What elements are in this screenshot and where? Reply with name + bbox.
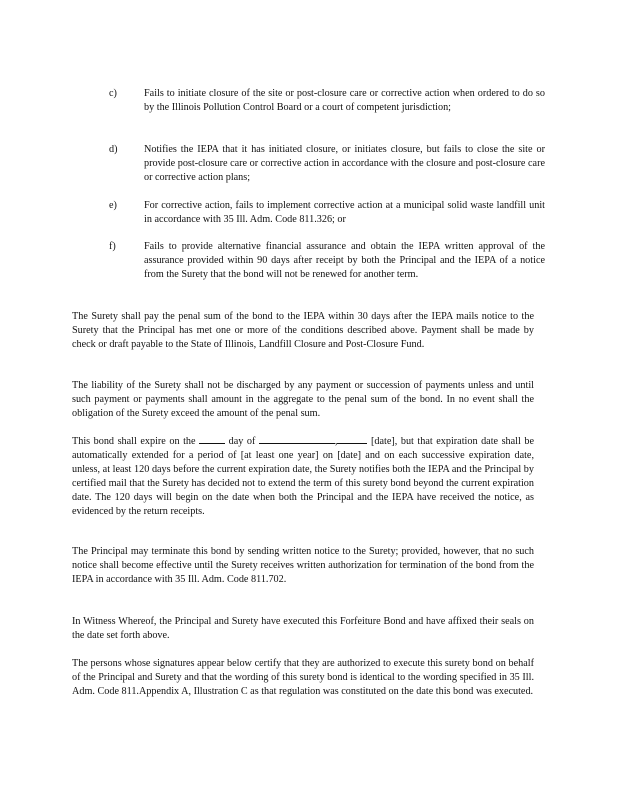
item-letter: f) xyxy=(109,241,116,252)
year-blank xyxy=(337,434,367,444)
month-blank xyxy=(259,434,335,444)
expiration-text-day-of: day of xyxy=(228,436,256,447)
item-text: Notifies the IEPA that it has initiated closure, or initiates closure, but fails to close the site or provide post-closure care or corrective action in accordance with the closure and post-closure care or corrective action plans; xyxy=(144,144,545,183)
signature-certification-paragraph: The persons whose signatures appear below certify that they are authorized to execute this surety bond on behalf of the Principal and Surety and that the wording of this surety bond is identical to the wording specified in 35 Ill. Adm. Code 811.Appendix A, Illustration C as that regulation was constituted on the date this bond was executed. xyxy=(72,658,534,697)
payment-paragraph: The Surety shall pay the penal sum of the bond to the IEPA within 30 days after the IEPA mails notice to the Surety that the Principal has met one or more of the conditions described above. Payment shall be made by check or draft payable to the State of Illinois, Landfill Closure and Post-Closure Fund. xyxy=(72,311,534,350)
termination-paragraph: The Principal may terminate this bond by sending written notice to the Surety; provided, however, that no such notice shall become effective until the Surety receives written authorization for termination of the bond from the IEPA in accordance with 35 Ill. Adm. Code 811.702. xyxy=(72,546,534,585)
item-letter: c) xyxy=(109,88,117,99)
day-blank xyxy=(199,434,225,444)
item-text: For corrective action, fails to implement corrective action at a municipal solid waste landfill unit in accordance with 35 Ill. Adm. Code 811.326; or xyxy=(144,200,545,225)
expiration-text-rest: [date], but that expiration date shall be automatically extended for a period of [at least one year] on [date] and on each successive expiration date, unless, at least 120 days before the current expiration date, the Surety notifies both the IEPA and the Principal by certified mail that the Surety has decided not to extend the term of this surety bond beyond the current expiration date. The 120 days will begin on the date when both the Principal and the IEPA have received the notice, as evidenced by the return receipts. xyxy=(72,436,534,517)
witness-paragraph: In Witness Whereof, the Principal and Surety have executed this Forfeiture Bond and have affixed their seals on the date set forth above. xyxy=(72,616,534,641)
expiration-paragraph xyxy=(72,434,534,519)
item-text: Fails to initiate closure of the site or post-closure care or corrective action when ordered to do so by the Illinois Pollution Control Board or a court of competent jurisdiction; xyxy=(144,88,545,113)
liability-paragraph: The liability of the Surety shall not be discharged by any payment or succession of payments unless and until such payment or payments shall amount in the aggregate to the penal sum of the bond. In no event shall the obligation of the Surety exceed the amount of the penal sum. xyxy=(72,380,534,419)
expiration-text-start: This bond shall expire on the xyxy=(72,436,196,447)
item-text: Fails to provide alternative financial assurance and obtain the IEPA written approval of the assurance provided within 90 days after receipt by both the Principal and the IEPA of a notice from the Surety that the bond will not be renewed for another term. xyxy=(144,241,545,280)
item-letter: e) xyxy=(109,200,117,211)
expiration-comma: , xyxy=(334,436,338,447)
item-letter: d) xyxy=(109,144,118,155)
